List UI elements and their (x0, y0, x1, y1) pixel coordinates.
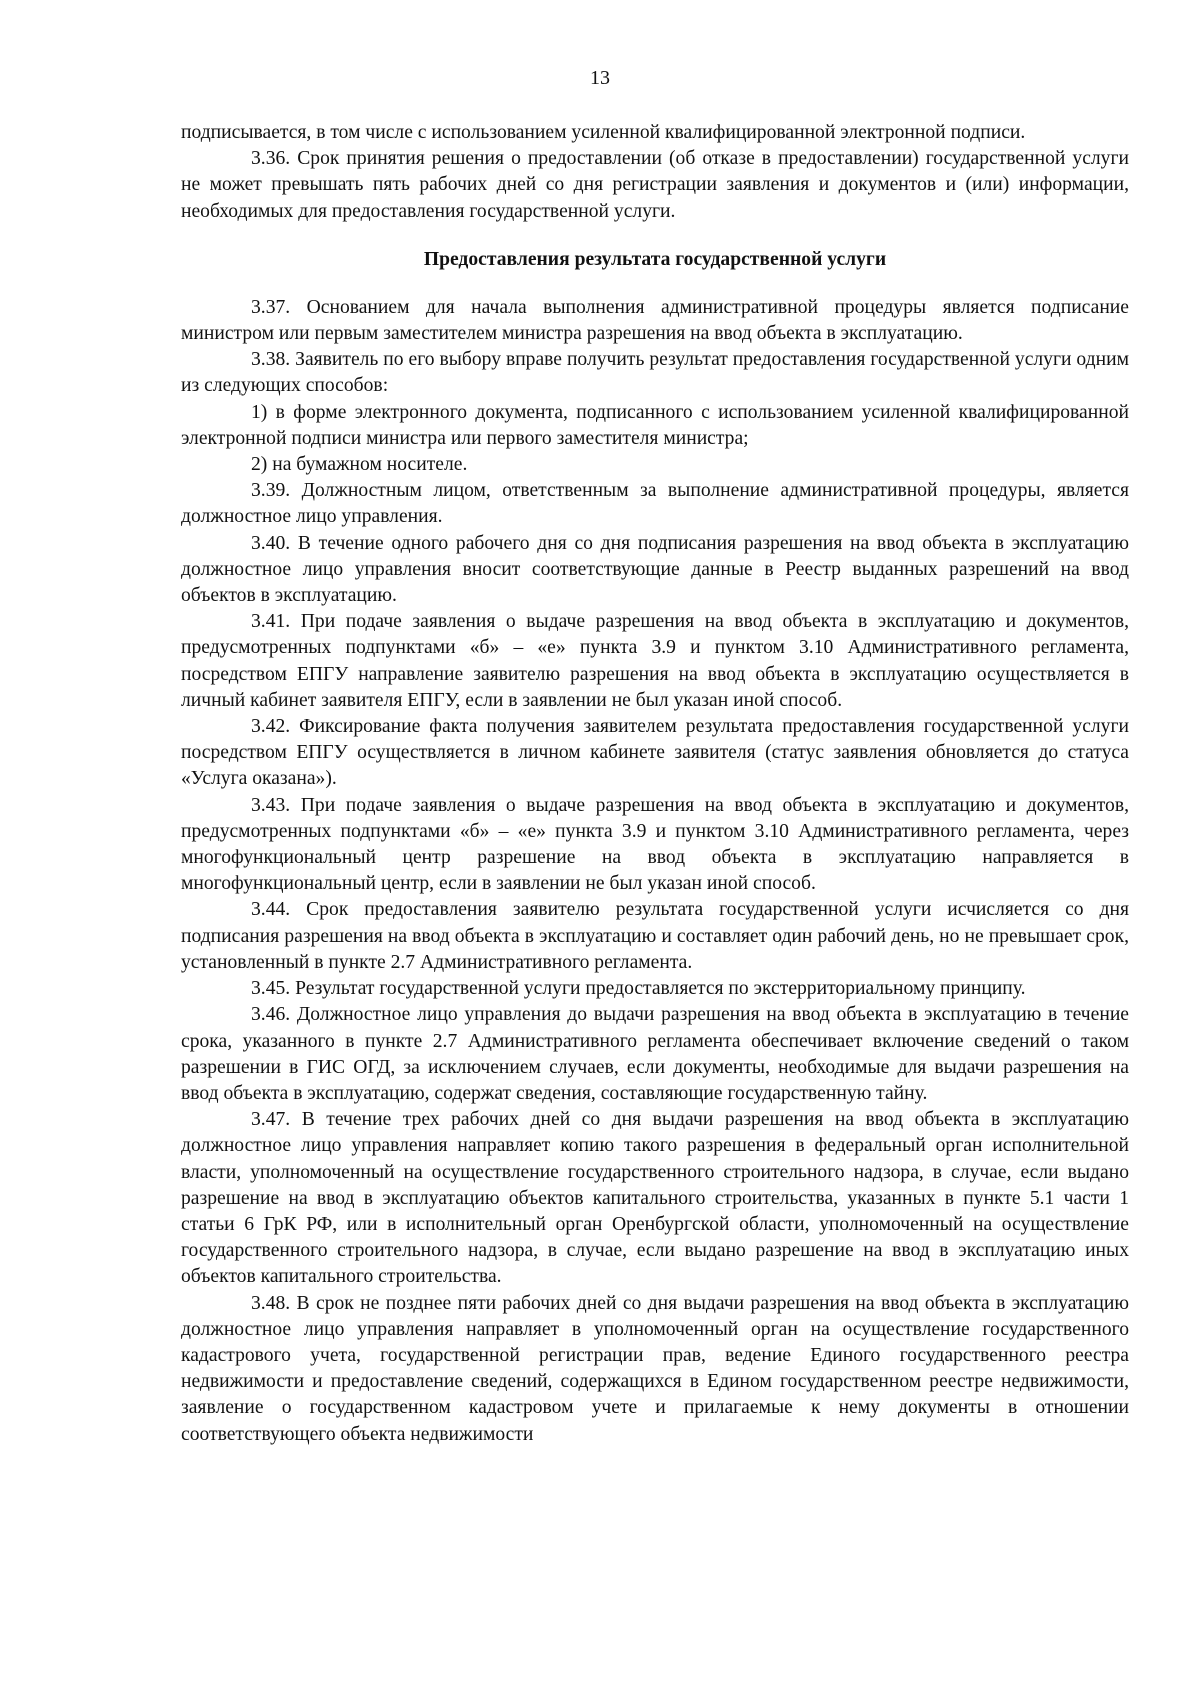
paragraph-3-40: 3.40. В течение одного рабочего дня со дня подписания разрешения на ввод объекта в эксплуатацию должностное лицо управления вносит соответствующие данные в Реестр выданных разрешений на ввод объектов в эксплуатацию. (181, 532, 1129, 607)
paragraph-3-47: 3.47. В течение трех рабочих дней со дня выдачи разрешения на ввод объекта в эксплуатацию должностное лицо управления направляет копию такого разрешения в федеральный орган исполнительной власти, уполномоченный на осуществление государственного строительного надзора, в случае, если выдано разрешение на ввод в эксплуатацию объектов капитального строительства, указанных в пункте 5.1 части 1 статьи 6 ГрК РФ, или в исполнительный орган Оренбургской области, уполномоченный на осуществление государственного строительного надзора, в случае, если выдано разрешение на ввод в эксплуатацию иных объектов капитального строительства. (181, 1109, 1129, 1288)
document-body (181, 120, 1129, 1448)
paragraph-3-39: 3.39. Должностным лицом, ответственным за выполнение административной процедуры, является должностное лицо управления. (181, 480, 1129, 528)
section-heading: Предоставления результата государственной услуги (423, 248, 887, 270)
paragraph-3-38-item-1: 1) в форме электронного документа, подписанного с использованием усиленной квалифицированной электронной подписи министра или первого заместителя министра; (181, 401, 1129, 449)
page-number: 13 (590, 67, 610, 89)
paragraph-3-44: 3.44. Срок предоставления заявителю результата государственной услуги исчисляется со дня подписания разрешения на ввод объекта в эксплуатацию и составляет один рабочий день, но не превышает срок, установленный в пункте 2.7 Административного регламента. (181, 899, 1129, 973)
paragraph-3-42: 3.42. Фиксирование факта получения заявителем результата предоставления государственной услуги посредством ЕПГУ осуществляется в личном кабинете заявителя (статус заявления обновляется до статуса «Услуга оказана»). (181, 716, 1129, 790)
paragraph-3-38-item-2: 2) на бумажном носителе. (251, 454, 468, 476)
paragraph-3-45: 3.45. Результат государственной услуги предоставляется по экстерриториальному принципу. (251, 978, 1026, 1000)
paragraph-3-38: 3.38. Заявитель по его выбору вправе получить результат предоставления государственной услуги одним из следующих способов: (181, 349, 1129, 397)
paragraph-continuation: подписывается, в том числе с использованием усиленной квалифицированной электронной подписи. (181, 122, 1026, 143)
paragraph-3-43: 3.43. При подаче заявления о выдаче разрешения на ввод объекта в эксплуатацию и документов, предусмотренных подпунктами «б» – «е» пункта 3.9 и пунктом 3.10 Административного регламента, через многофункциональный центр разрешение на ввод объекта в эксплуатацию направляется в многофункциональный центр, если в заявлении не был указан иной способ. (181, 794, 1129, 895)
paragraph-3-37: 3.37. Основанием для начала выполнения административной процедуры является подписание министром или первым заместителем министра разрешения на ввод объекта в эксплуатацию. (181, 296, 1129, 345)
paragraph-3-48: 3.48. В срок не позднее пяти рабочих дней со дня выдачи разрешения на ввод объекта в эксплуатацию должностное лицо управления направляет в уполномоченный орган на осуществление государственного кадастрового учета, государственной регистрации прав, ведение Единого государственного реестра недвижимости и предоставление сведений, содержащихся в Едином государственном реестре недвижимости, заявление о государственном кадастровом учете и прилагаемые к нему документы в отношении соответствующего объекта недвижимости (181, 1292, 1129, 1445)
paragraph-3-41: 3.41. При подаче заявления о выдаче разрешения на ввод объекта в эксплуатацию и документов, предусмотренных подпунктами «б» – «е» пункта 3.9 и пунктом 3.10 Административного регламента, посредством ЕПГУ направление заявителю разрешения на ввод объекта в эксплуатацию осуществляется в личный кабинет заявителя ЕПГУ, если в заявлении не был указан иной способ. (181, 611, 1129, 711)
paragraph-3-46: 3.46. Должностное лицо управления до выдачи разрешения на ввод объекта в эксплуатацию в течение срока, указанного в пункте 2.7 Административного регламента обеспечивает включение сведений о таком разрешении в ГИС ОГД, за исключением случаев, если документы, необходимые для выдачи разрешения на ввод объекта в эксплуатацию, содержат сведения, составляющие государственную тайну. (181, 1004, 1129, 1104)
paragraph-3-36: 3.36. Срок принятия решения о предоставлении (об отказе в предоставлении) государственной услуги не может превышать пять рабочих дней со дня регистрации заявления и документов и (или) информации, необходимых для предоставления государственной услуги. (181, 148, 1129, 222)
